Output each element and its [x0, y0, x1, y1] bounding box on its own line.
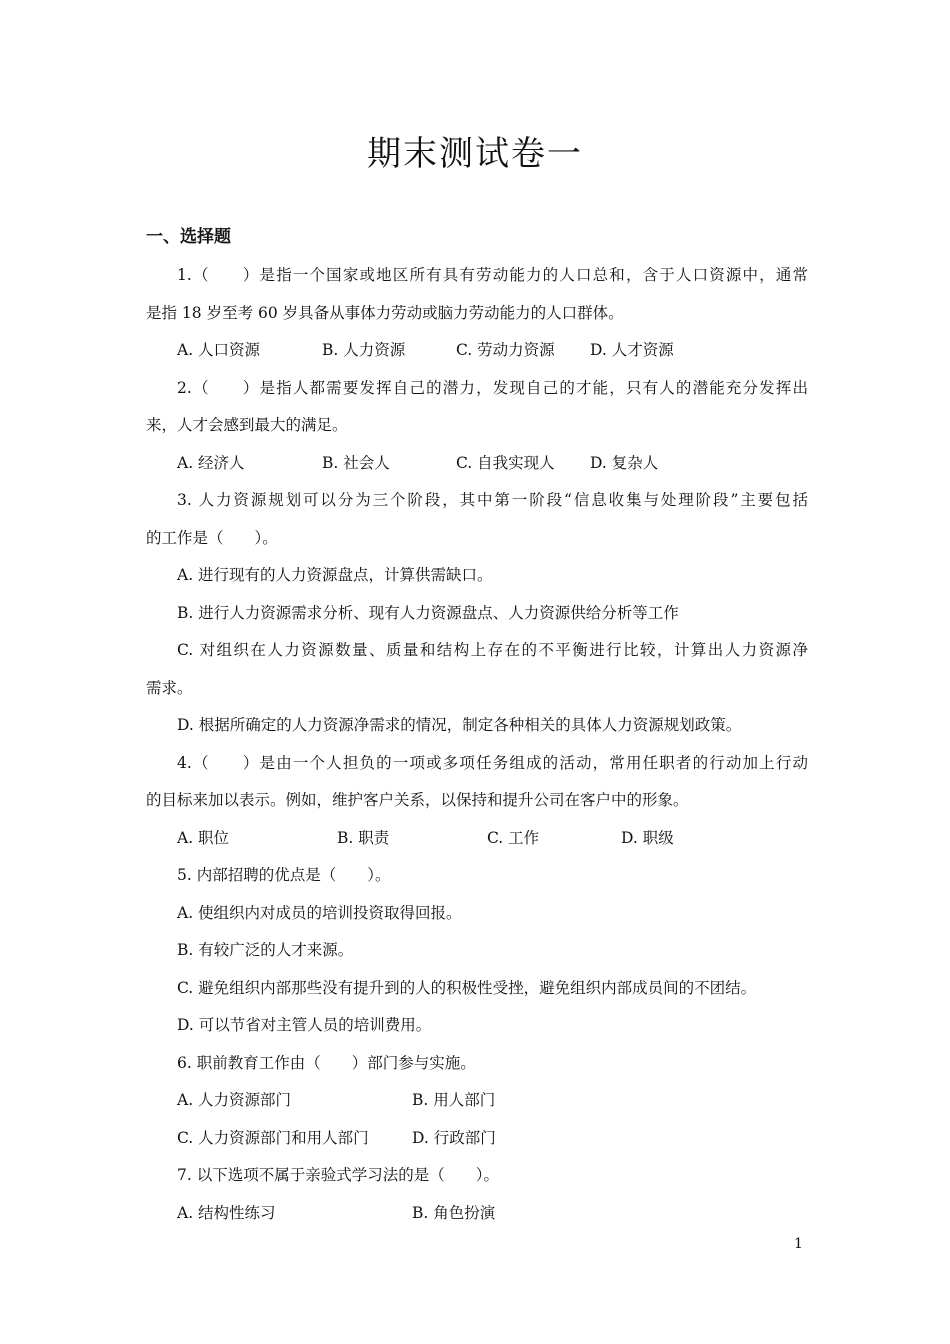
page-number: 1	[794, 1236, 803, 1252]
question-5-option-d: D. 可以节省对主管人员的培训费用。	[177, 1016, 432, 1034]
question-6-options-row-1	[146, 1087, 808, 1125]
option-d: D. 人才资源	[590, 341, 674, 359]
option-b: B. 用人部门	[412, 1091, 496, 1109]
question-1-line-1: 1.（ ）是指一个国家或地区所有具有劳动能力的人口总和，含于人口资源中，通常	[177, 266, 808, 284]
question-3-option-c-line-1: C. 对组织在人力资源数量、质量和结构上存在的不平衡进行比较，计算出人力资源净	[177, 641, 808, 659]
question-3-option-c-line-2: 需求。	[146, 678, 193, 697]
question-3-option-b: B. 进行人力资源需求分析、现有人力资源盘点、人力资源供给分析等工作	[177, 603, 679, 622]
question-list	[146, 262, 808, 1237]
question-7-stem: 7. 以下选项不属于亲验式学习法的是（ ）。	[177, 1166, 499, 1184]
option-b: B. 角色扮演	[412, 1203, 496, 1222]
question-4-line-2: 的目标来加以表示。例如，维护客户关系，以保持和提升公司在客户中的形象。	[146, 791, 689, 809]
option-d: D. 职级	[621, 828, 674, 847]
question-3-line-1: 3. 人力资源规划可以分为三个阶段，其中第一阶段“信息收集与处理阶段”主要包括	[177, 491, 808, 509]
question-7-options-row-1	[146, 1200, 808, 1238]
option-c: C. 工作	[487, 828, 540, 847]
option-a: A. 人口资源	[177, 341, 261, 359]
question-3-option-d: D. 根据所确定的人力资源净需求的情况，制定各种相关的具体人力资源规划政策。	[177, 716, 742, 734]
question-1-options	[146, 337, 808, 375]
option-d: D. 复杂人	[590, 453, 659, 472]
question-5-option-b: B. 有较广泛的人才来源。	[177, 941, 354, 959]
question-5-option-c: C. 避免组织内部那些没有提升到的人的积极性受挫，避免组织内部成员间的不团结。	[177, 978, 757, 997]
section-heading: 一、选择题	[146, 227, 231, 247]
question-1-line-2: 是指 18 岁至考 60 岁具备从事体力劳动或脑力劳动能力的人口群体。	[146, 303, 624, 322]
option-b: B. 职责	[337, 828, 390, 847]
page-title: 期末测试卷一	[367, 134, 583, 174]
option-b: B. 人力资源	[322, 341, 406, 359]
question-3-line-2: 的工作是（ ）。	[146, 528, 278, 547]
option-c: C. 人力资源部门和用人部门	[177, 1128, 369, 1147]
question-4-options	[146, 825, 808, 863]
question-6-options-row-2	[146, 1125, 808, 1163]
option-c: C. 自我实现人	[456, 453, 555, 472]
question-2-line-1: 2.（ ）是指人都需要发挥自己的潜力，发现自己的才能，只有人的潜能充分发挥出	[177, 378, 808, 397]
question-4-line-1: 4.（ ）是由一个人担负的一项或多项任务组成的活动，常用任职者的行动加上行动	[177, 753, 808, 772]
option-d: D. 行政部门	[412, 1128, 496, 1147]
option-a: A. 结构性练习	[177, 1203, 276, 1222]
question-3-option-a: A. 进行现有的人力资源盘点，计算供需缺口。	[177, 566, 493, 584]
question-5-option-a: A. 使组织内对成员的培训投资取得回报。	[177, 903, 462, 922]
option-b: B. 社会人	[322, 453, 390, 472]
question-2-options	[146, 450, 808, 488]
option-a: A. 职位	[177, 828, 230, 847]
option-a: A. 人力资源部门	[177, 1091, 292, 1109]
question-5-stem: 5. 内部招聘的优点是（ ）。	[177, 866, 391, 884]
question-6-stem: 6. 职前教育工作由（ ）部门参与实施。	[177, 1053, 476, 1072]
question-2-line-2: 来，人才会感到最大的满足。	[146, 416, 348, 434]
option-a: A. 经济人	[177, 453, 245, 472]
option-c: C. 劳动力资源	[456, 341, 555, 359]
